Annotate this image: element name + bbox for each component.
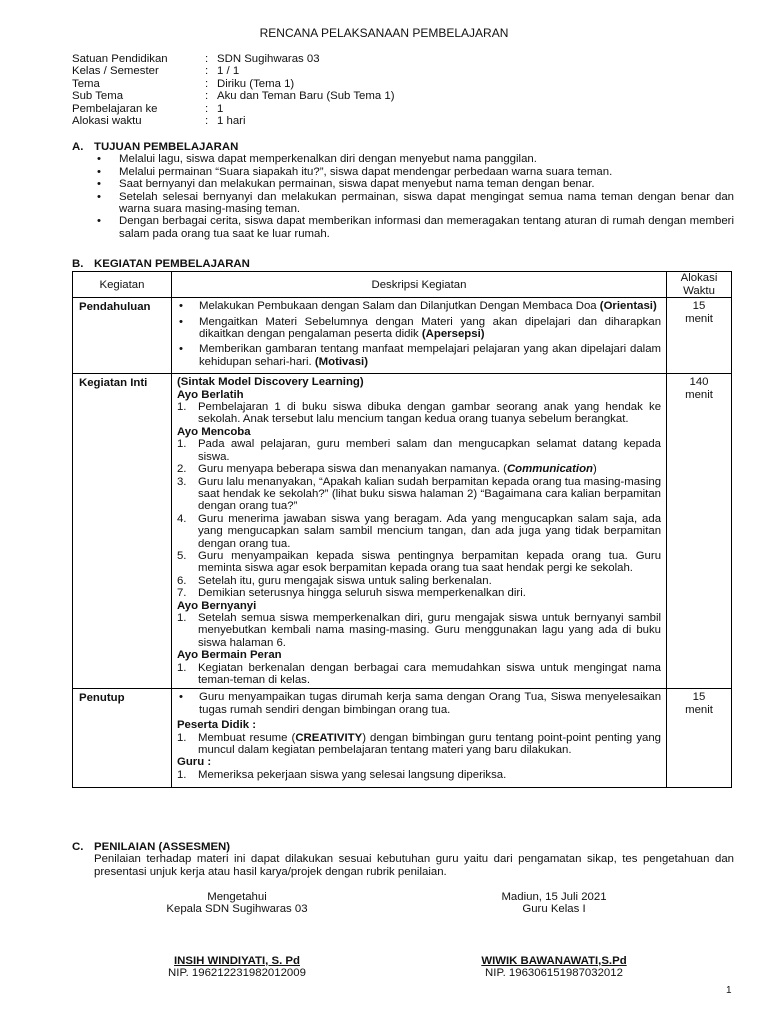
col-alokasi: Alokasi Waktu xyxy=(667,272,732,298)
row-time: 140 menit xyxy=(667,374,732,689)
item-number: 1. xyxy=(176,731,187,744)
item-number: 1. xyxy=(176,661,187,674)
item-bold: CREATIVITY xyxy=(295,731,363,744)
col-deskripsi: Deskripsi Kegiatan xyxy=(171,272,666,298)
group-heading: Ayo Mencoba xyxy=(176,425,251,438)
identity-row xyxy=(72,65,395,77)
item-text: Memberikan gambaran tentang manfaat mempelajari pelajaran yang akan dipelajari dalam kehidupan sehari-hari. xyxy=(198,343,662,368)
identity-colon: : xyxy=(205,90,209,103)
identity-value: 1 / 1 xyxy=(217,65,240,78)
identity-colon: : xyxy=(205,77,209,90)
row-time: 15 menit xyxy=(667,298,732,374)
identity-colon: : xyxy=(205,114,209,127)
identity-block xyxy=(72,53,395,127)
page-number: 1 xyxy=(726,985,732,996)
item-number: 1. xyxy=(176,611,187,624)
item-tag: (Orientasi) xyxy=(599,300,657,313)
identity-value: Diriku (Tema 1) xyxy=(217,77,295,90)
list-item xyxy=(177,401,661,426)
item-number: 1. xyxy=(176,401,187,414)
item-number: 1. xyxy=(176,768,187,781)
row-name: Penutup xyxy=(73,689,172,788)
row-name: Pendahuluan xyxy=(73,298,172,374)
item-bold: Communication xyxy=(506,463,594,476)
row-description: • Guru menyampaikan tugas dirumah kerja sama dengan Orang Tua, Siswa menyelesaikan tugas rumah sendiri dengan bimbingan orang tua. Peserta Didik : 1. Membuat resume (CREATIVITY) dengan bimbingan guru tentang point-point penting yang muncul dalam kegiatan pembelajaran tentang materi yang baru dilakukan. Guru : 1. Memeriksa pekerjaan siswa yang selesai langsung diperiksa. xyxy=(171,689,666,788)
identity-value: 1 xyxy=(217,102,224,115)
item-number: 2. xyxy=(176,463,187,476)
section-c xyxy=(72,841,734,878)
section-a-heading: A. TUJUAN PEMBELAJARAN xyxy=(72,141,239,153)
item-text: Setelah semua siswa memperkenalkan diri, guru mengajak siswa untuk bernyanyi sambil menyebutkan kembali nama masing-masing. Guru menggunakan lagu yang ada di buku siswa halaman 6. xyxy=(197,611,662,649)
identity-row xyxy=(72,115,395,127)
item-tag: (Motivasi) xyxy=(314,355,369,368)
list-item xyxy=(177,476,661,513)
list-item xyxy=(177,575,661,587)
identity-row xyxy=(72,90,395,102)
section-b-heading: B. KEGIATAN PEMBELAJARAN xyxy=(72,258,250,270)
list-item xyxy=(177,513,661,550)
list-item: • Melalui permainan “Suara siapakah itu?”, siswa dapat mendengar perbedaan warna suara teman. xyxy=(94,166,734,178)
list-item: • Saat bernyanyi dan melakukan permainan, siswa dapat menyebut nama teman dengan benar. xyxy=(94,178,734,190)
identity-value: 1 hari xyxy=(217,114,246,127)
list-item: • Dengan berbagai cerita, siswa dapat memberikan informasi dan memeragakan tentang aturan di rumah dengan memberi salam pada orang tua saat ke luar rumah. xyxy=(94,215,734,240)
item-text: Mengaitkan Materi Sebelumnya dengan Materi yang akan dipelajari dan diharapkan dikaitkan dengan pengalaman peserta didik xyxy=(198,315,662,341)
document-title: RENCANA PELAKSANAAN PEMBELAJARAN xyxy=(259,26,509,40)
list-item xyxy=(177,550,661,575)
group-heading: Ayo Bermain Peran xyxy=(176,649,282,662)
list-item xyxy=(177,300,661,312)
item-text: Guru lalu menanyakan, “Apakah kalian sudah berpamitan kepada orang tua masing-masing saat hendak ke sekolah?” (lihat buku siswa halaman 2) “Bagaimana cara kalian berpamitan dengan orang tua?” xyxy=(197,475,662,513)
list-item xyxy=(177,343,661,368)
list-item xyxy=(177,587,661,599)
list-item xyxy=(177,463,661,475)
group-heading: Ayo Bernyanyi xyxy=(176,599,257,612)
list-item: • Guru menyampaikan tugas dirumah kerja sama dengan Orang Tua, Siswa menyelesaikan tugas rumah sendiri dengan bimbingan orang tua. xyxy=(177,691,661,716)
section-b xyxy=(72,258,734,788)
list-item xyxy=(177,732,661,757)
list-item xyxy=(177,612,661,649)
identity-key: Satuan Pendidikan xyxy=(72,53,168,65)
table-row-inti xyxy=(73,374,732,689)
item-number: 4. xyxy=(176,512,187,525)
identity-colon: : xyxy=(205,102,209,115)
identity-colon: : xyxy=(205,65,209,78)
section-c-heading: C. PENILAIAN (ASSESMEN) xyxy=(72,841,231,853)
item-number: 7. xyxy=(176,587,187,600)
item-text: Pada awal pelajaran, guru memberi salam dan mengucapkan selamat datang kepada siswa. xyxy=(197,438,662,463)
identity-key: Alokasi waktu xyxy=(72,114,142,127)
identity-row xyxy=(72,78,395,90)
activities-table xyxy=(72,271,732,788)
group-heading: Ayo Berlatih xyxy=(176,388,244,401)
item-text: Membuat resume ( xyxy=(197,731,296,744)
identity-key: Sub Tema xyxy=(72,90,124,103)
assessment-text: Penilaian terhadap materi ini dapat dilakukan sesuai kebutuhan guru yaitu dari pengamatan sikap, tes pengetahuan dan presentasi unjuk kerja atau hasil karya/projek dengan rubrik penilaian. xyxy=(94,853,734,878)
list-item: • Setelah selesai bernyanyi dan melakukan permainan, siswa dapat mengingat semua nama teman dengan benar dan warna suara masing-masing teman. xyxy=(94,191,734,216)
identity-key: Pembelajaran ke xyxy=(72,102,158,115)
numbered-list xyxy=(177,401,661,426)
numbered-list xyxy=(177,662,661,687)
identity-row xyxy=(72,103,395,115)
identity-key: Tema xyxy=(72,77,100,90)
numbered-list xyxy=(177,612,661,649)
row-time: 15 menit xyxy=(667,689,732,788)
item-text: Guru menyapa beberapa siswa dan menanyakan namanya. ( xyxy=(197,463,507,476)
item-text: Pembelajaran 1 di buku siswa dibuka dengan gambar seorang anak yang hendak ke sekolah. Anak tersebut lalu mencium tangan kedua orang tuanya sebelum berangkat. xyxy=(197,401,662,426)
signature-right: Madiun, 15 Juli 2021 Guru Kelas I WIWIK BAWANAWATI,S.Pd NIP. 196306151987032012 xyxy=(481,891,627,980)
list-item: • Melalui lagu, siswa dapat memperkenalkan diri dengan menyebut nama panggilan. xyxy=(94,153,734,165)
section-a xyxy=(72,141,734,240)
table-row-pendahuluan xyxy=(73,298,732,374)
item-tag: (Apersepsi) xyxy=(421,328,485,341)
identity-key: Kelas / Semester xyxy=(72,65,159,78)
identity-row xyxy=(72,53,395,65)
list-item xyxy=(177,316,661,341)
signature-left: Mengetahui Kepala SDN Sugihwaras 03 INSIH WINDIYATI, S. Pd NIP. 196212231982012009 xyxy=(166,891,308,980)
item-text: Setelah itu, guru mengajak siswa untuk saling berkenalan. xyxy=(197,574,492,587)
numbered-list xyxy=(177,438,661,599)
row-description: (Sintak Model Discovery Learning) Ayo Berlatih 1. Pembelajaran 1 di buku siswa dibuka dengan gambar seorang anak yang hendak ke sekolah. Anak tersebut lalu mencium tangan kedua orang tuanya sebelum berangkat. Ayo Mencoba 1. Pada awal pelajaran, guru memberi salam dan mengucapkan selamat datang kepada siswa. 2. Guru menyapa beberapa siswa dan menanyakan namanya. (Communication) 3. Guru lalu menanyakan, “Apakah kalian sudah berpamitan kepada orang tua masing-masing saat hendak ke sekolah?” (lihat buku siswa halaman 2) “Bagaimana cara kalian berpamitan dengan orang tua?” 4. Guru menerima jawaban siswa yang beragam. Ada yang mengucapkan salam saja, ada yang mengucapkan salam sambil mencium tangan, dan ada juga yang tidak berpamitan dengan orang tua. 5. Guru menyampaikan kepada siswa pentingnya berpamitan kepada orang tua. Guru meminta siswa agar esok berpamitan kepada orang tua saat hendak pergi ke sekolah. 6. Setelah itu, guru mengajak siswa untuk saling berkenalan. 7. Demikian seterusnya hingga seluruh siswa memperkenalkan diri. Ayo Bernyanyi 1. Setelah semua siswa memperkenalkan diri, guru mengajak siswa untuk bernyanyi sambil menyebutkan kembali nama masing-masing. Guru menggunakan lagu yang ada di buku siswa halaman 6. Ayo Bermain Peran 1. Kegiatan berkenalan dengan berbagai cara memudahkan siswa untuk mengingat nama teman-teman di kelas. xyxy=(171,374,666,689)
item-text: Guru menerima jawaban siswa yang beragam. Ada yang mengucapkan salam saja, ada yang mengucapkan salam sambil mencium tangan, dan ada juga yang tidak berpamitan dengan orang tua. xyxy=(197,512,662,550)
col-kegiatan: Kegiatan xyxy=(73,272,172,298)
identity-value: Aku dan Teman Baru (Sub Tema 1) xyxy=(217,90,395,103)
item-text: Demikian seterusnya hingga seluruh siswa memperkenalkan diri. xyxy=(197,587,526,600)
item-text: Memeriksa pekerjaan siswa yang selesai langsung diperiksa. xyxy=(197,768,507,781)
list-item xyxy=(177,662,661,687)
item-text: Melakukan Pembukaan dengan Salam dan Dilanjutkan Dengan Membaca Doa xyxy=(198,300,600,313)
learning-objectives-list xyxy=(94,153,734,240)
item-number: 1. xyxy=(176,438,187,451)
row-description xyxy=(171,298,666,374)
table-row-penutup xyxy=(73,689,732,788)
list-item xyxy=(177,438,661,463)
table-header-row xyxy=(73,272,732,298)
identity-value: SDN Sugihwaras 03 xyxy=(217,53,320,65)
list-item xyxy=(177,769,661,781)
item-tail: ) dengan bimbingan guru tentang point-point penting yang muncul dalam kegiatan pembelajaran tentang materi yang baru dilakukan. xyxy=(197,731,662,757)
row-name: Kegiatan Inti xyxy=(73,374,172,689)
item-tail: ) xyxy=(593,463,597,476)
item-text: Kegiatan berkenalan dengan berbagai cara memudahkan siswa untuk mengingat nama teman-teman di kelas. xyxy=(197,661,662,686)
identity-colon: : xyxy=(205,53,209,65)
item-number: 3. xyxy=(176,475,187,488)
item-number: 6. xyxy=(176,574,187,587)
item-text: Guru menyampaikan kepada siswa pentingnya berpamitan kepada orang tua. Guru meminta siswa agar esok berpamitan kepada orang tua saat hendak pergi ke sekolah. xyxy=(197,549,662,575)
item-number: 5. xyxy=(176,549,187,562)
